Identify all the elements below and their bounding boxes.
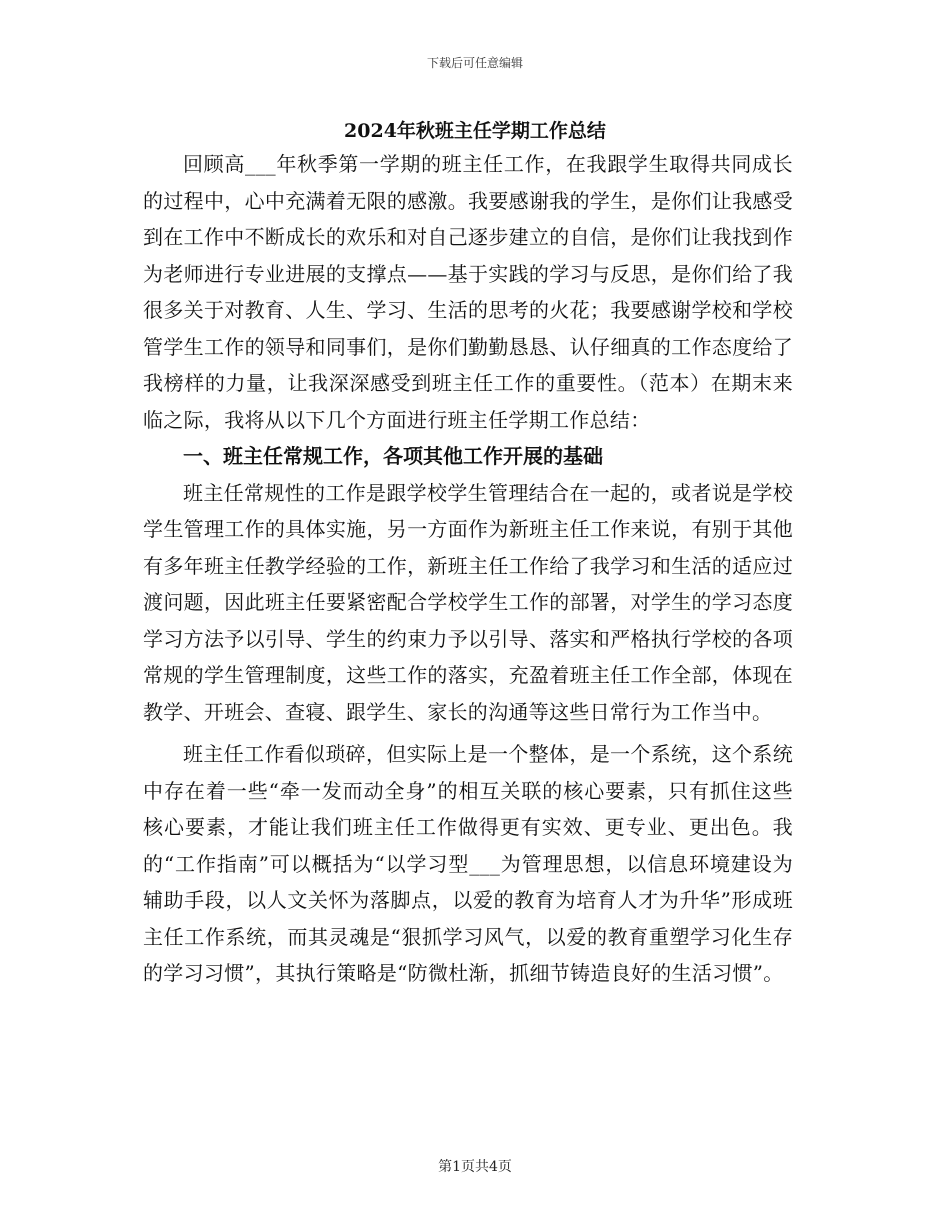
page-footer: 第1页共4页 — [438, 1159, 512, 1175]
header-note: 下载后可任意编辑 — [426, 56, 523, 70]
section-heading-1: 一、班主任常规工作，各项其他工作开展的基础 — [183, 444, 603, 468]
document-title: 2024年秋班主任学期工作总结 — [344, 120, 606, 142]
document-body — [143, 146, 793, 992]
intro-paragraph: 回顾高___年秋季第一学期的班主任工作，在我跟学生取得共同成长的过程中，心中充满着无限的感激。我要感谢我的学生，是你们让我感受到在工作中不断成长的欢乐和对自己逐步建立的自信，是你们让我找到作为老师进行专业进展的支撑点——基于实践的学习与反思，是你们给了我很多关于对教育、人生、学习、生活的思考的火花；我要感谢学校和学校管学生工作的领导和同事们，是你们勤勤恳恳、认仔细真的工作态度给了我榜样的力量，让我深深感受到班主任工作的重要性。（范本）在期末来临之际，我将从以下几个方面进行班主任学期工作总结： — [143, 152, 793, 432]
section1-paragraph-1: 班主任常规性的工作是跟学校学生管理结合在一起的，或者说是学校学生管理工作的具体实施，另一方面作为新班主任工作来说，有别于其他有多年班主任教学经验的工作，新班主任工作给了我学习和生活的适应过渡问题，因此班主任要紧密配合学校学生工作的部署，对学生的学习态度学习方法予以引导、学生的约束力予以引导、落实和严格执行学校的各项常规的学生管理制度，这些工作的落实，充盈着班主任工作全部，体现在教学、开班会、查寝、跟学生、家长的沟通等这些日常行为工作当中。 — [143, 480, 793, 724]
section1-paragraph-2: 班主任工作看似琐碎，但实际上是一个整体，是一个系统，这个系统中存在着一些“牵一发而动全身”的相互关联的核心要素，只有抓住这些核心要素，才能让我们班主任工作做得更有实效、更专业、更出色。我的“工作指南”可以概括为“以学习型___为管理思想，以信息环境建设为辅助手段，以人文关怀为落脚点，以爱的教育为培育人才为升华”形成班主任工作系统，而其灵魂是“狠抓学习风气，以爱的教育重塑学习化生存的学习习惯”，其执行策略是“防微杜渐，抓细节铸造良好的生活习惯”。 — [143, 742, 793, 985]
